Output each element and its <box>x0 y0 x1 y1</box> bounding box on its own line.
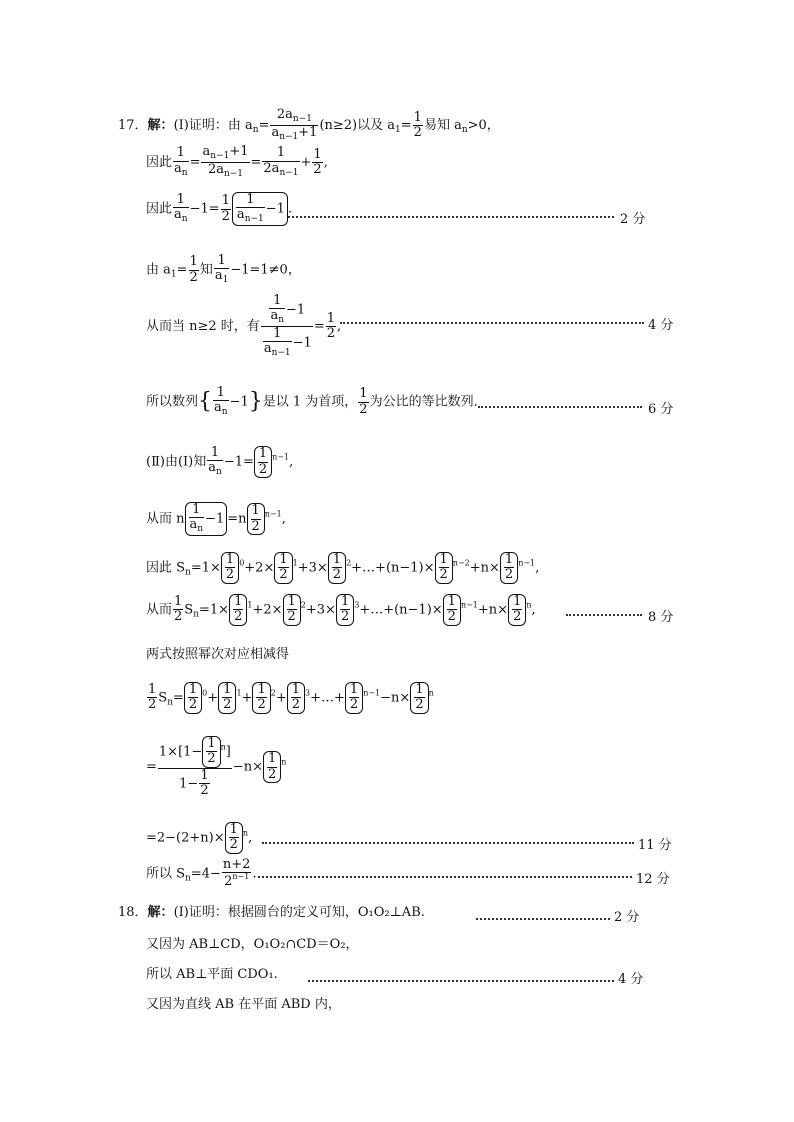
score-label: 8 分 <box>648 610 674 625</box>
leader-dots <box>258 876 632 878</box>
text: 是以 1 为首项， <box>262 394 358 410</box>
text: −1=1≠0， <box>230 262 301 278</box>
text: 因此 S <box>146 560 186 576</box>
text: 从而 n <box>146 511 185 527</box>
p17-line-12: $\frac{1}{2}$ $S_n=$ $\frac{1}{2}$ $^0$+ $\frac{1}{2}$ $^1$+ $\frac{1}{2}$ $^2$+ $\frac{1}{2}$ $^3$+…+ $\frac{1}{2}$ $^{n-1}$−n× $\frac{1}{2}$ $^n$ <box>148 682 434 713</box>
text: 由 a <box>146 262 171 278</box>
score-label: 12 分 <box>636 872 670 887</box>
p17-line-2: 因此 $\frac{1}{a_n}$ = $\frac{a_{n-1}+1}{2a_{n-1}}$ = $\frac{1}{2a_{n-1}}$ + $\frac{1}{2}$ , <box>146 144 328 179</box>
leader-dots <box>262 842 634 844</box>
score-label: 2 分 <box>614 910 640 925</box>
p18-line-1 <box>118 906 425 919</box>
problem-number: 17． <box>118 117 148 133</box>
text: 为公比的等比数列． <box>369 394 487 410</box>
text: 易知 a <box>423 117 462 133</box>
p17-line-1: 17．解：(Ⅰ)证明：由 $a_n=$ $\frac{2a_{n-1}}{a_{n-1}+1}$ (n≥2)以及 $a_1=$ $\frac{1}{2}$ 易知 $a_n>0$， <box>118 107 500 142</box>
solution-label: 解： <box>147 117 174 133</box>
p18-line-3 <box>146 968 278 981</box>
leader-dots <box>566 614 642 616</box>
score-label: 4 分 <box>648 318 674 333</box>
p17-line-6: 所以数列{ $\frac{1}{a_n}$ −1}是以 1 为首项， $\frac{1}{2}$ 为公比的等比数列． <box>146 385 487 418</box>
text: 所以 S <box>146 866 186 882</box>
p18-line-4 <box>146 998 341 1011</box>
text: 所以数列 <box>146 394 199 410</box>
p17-line-10: 从而 $\frac{1}{2}$ $S_n=1\times$ $\frac{1}{2}$ $^1$+2× $\frac{1}{2}$ $^2$+3× $\frac{1}{2}$ $^3$+…+(n−1)× $\frac{1}{2}$ $^{n-1}$+n× $\frac{1}{2}$ $^n$, <box>146 594 536 625</box>
p17-line-14: =2−(2+n)× $\frac{1}{2}$ $^n$, <box>146 822 253 853</box>
solution-label: 解： <box>147 905 174 920</box>
text: (n≥2)以及 a <box>319 117 396 133</box>
leader-dots <box>308 980 614 982</box>
p17-line-8: 从而 n $\frac{1}{a_n}$ −1 =n $\frac{1}{2}$ $^{n-1}$, <box>146 502 286 535</box>
p17-line-13: = 1×[1− $\frac{1}{2}$ $^n$] 1− $\frac{1}{2}$ −n× $\frac{1}{2}$ $^n$ <box>146 736 287 798</box>
text: 从而 <box>146 602 173 618</box>
leader-dots <box>340 322 644 324</box>
text: >0， <box>467 117 500 133</box>
text: 从而当 n≥2 时，有 <box>146 319 260 335</box>
problem-number: 18． <box>118 905 148 920</box>
p17-line-15: 所以 $S_n=4-$ $\frac{n+2}{2^{n-1}}$ . <box>146 857 257 890</box>
text: (Ⅰ)证明：根据圆台的定义可知，O₁O₂⊥AB. <box>173 905 425 920</box>
leader-dots <box>476 918 610 920</box>
p18-line-2 <box>146 938 359 951</box>
p17-line-5: 从而当 n≥2 时，有 $\frac{1}{a_n}$ −1 $\frac{1}{a_{n-1}}$ −1 = $\frac{1}{2}$ , <box>146 293 342 359</box>
text: 因此 <box>146 201 173 217</box>
p17-line-9: 因此 $S_n=1\times$ $\frac{1}{2}$ $^0$+2× $\frac{1}{2}$ $^1$+3× $\frac{1}{2}$ $^2$+…+(n−1)× $\frac{1}{2}$ $^{n-2}$+n× $\frac{1}{2}$ $^{n-1}$, <box>146 552 540 583</box>
text: (Ⅱ)由(Ⅰ)知 <box>146 454 207 470</box>
text: 知 <box>199 262 213 278</box>
score-label: 2 分 <box>620 212 646 227</box>
leader-dots <box>288 216 614 218</box>
text: 因此 <box>146 154 173 170</box>
text: 所以 AB⊥平面 CDO₁. <box>146 967 278 982</box>
p17-line-7: (Ⅱ)由(Ⅰ)知 $\frac{1}{a_n}$ −1= $\frac{1}{2}$ $^{n-1}$, <box>146 445 294 478</box>
score-label: 4 分 <box>618 972 644 987</box>
p17-line-4: 由 $a_1=$ $\frac{1}{2}$ 知 $\frac{1}{a_1}$ −1=1≠0， <box>146 253 301 286</box>
text: (Ⅰ)证明：由 a <box>173 117 253 133</box>
p17-line-11 <box>146 648 289 661</box>
text: 又因为 AB⊥CD，O₁O₂∩CD＝O₂， <box>146 937 359 952</box>
text: 两式按照幂次对应相减得 <box>146 647 290 662</box>
text: 又因为直线 AB 在平面 ABD 内， <box>146 997 341 1012</box>
score-label: 11 分 <box>638 838 672 853</box>
leader-dots <box>478 406 642 408</box>
p17-line-3: 因此 $\frac{1}{a_n}$ −1= $\frac{1}{2}$ $\frac{1}{a_{n-1}}$ −1 . <box>146 192 293 225</box>
score-label: 6 分 <box>648 402 674 417</box>
